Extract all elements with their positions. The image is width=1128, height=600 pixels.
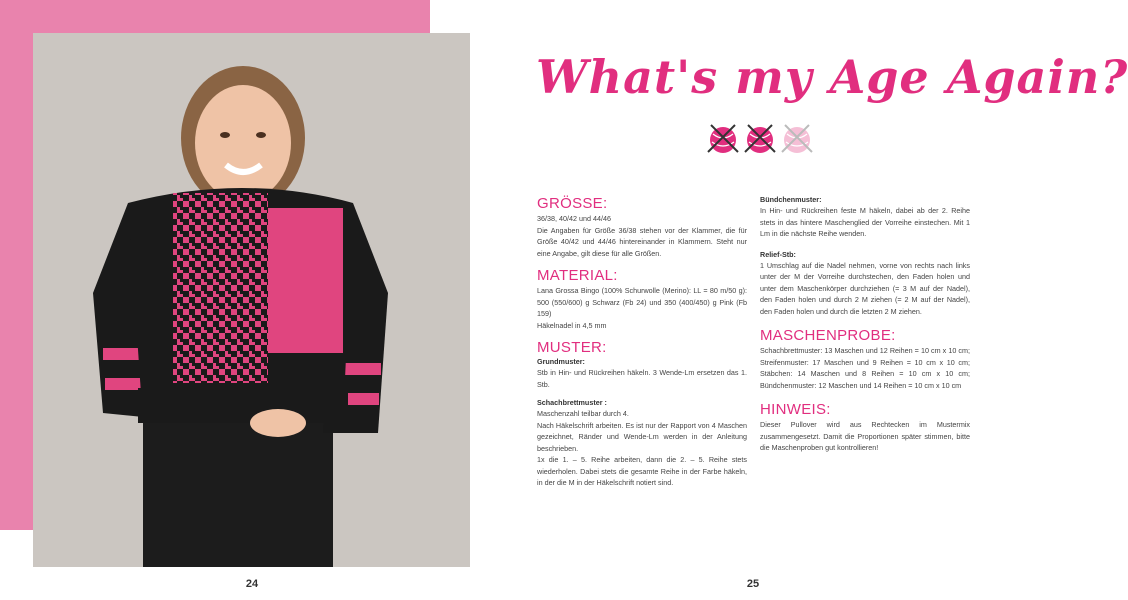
model-photo: [33, 33, 470, 567]
maschenprobe-text: Schachbrettmuster: 13 Maschen und 12 Reihen = 10 cm x 10 cm; Streifenmuster: 17 Maschen und 9 Reihen = 10 cm x 10 cm; Stäbchen: 14 Maschen und 8 Reihen = 10 cm x 10 cm; Bündchenmuster: 12 Maschen und 14 Reihen = 10 cm x 10 cm: [760, 346, 970, 390]
material-hook: Häkelnadel in 4,5 mm: [537, 320, 607, 330]
groesse-sizes: 36/38, 40/42 und 44/46: [537, 214, 611, 223]
hinweis-text: Dieser Pullover wird aus Rechtecken im Mustermix zusammengesetzt. Damit die Proportionen später stimmen, bitte die Maschenproben gut kontrollieren!: [760, 420, 970, 452]
section-heading-maschenprobe: MASCHENPROBE:: [760, 327, 896, 344]
schachbrettmuster-line: 1x die 1. – 5. Reihe arbeiten, dann die 2. – 5. Reihe stets wiederholen. Dabei stets die gesamte Reihe in der Farbe häkeln, in der die M in der Häkelschrift notiert sind.: [537, 455, 747, 487]
section-heading-groesse: GRÖSSE:: [537, 195, 608, 212]
material-yarn: Lana Grossa Bingo (100% Schurwolle (Merino): LL = 80 m/50 g): 500 (550/600) g Schwarz (Fb 24) und 350 (400/450) g Pink (Fb 159): [537, 286, 747, 318]
page-title: What's my Age Again?: [536, 50, 1128, 104]
schachbrettmuster-line: Maschenzahl teilbar durch 4.: [537, 409, 629, 418]
relief-stb-text: 1 Umschlag auf die Nadel nehmen, vorne von rechts nach links unter der M der Vorreihe durchstechen, den Faden holen und unter dem Maschenkörper durchziehen (= 3 M auf der Nadel), den Faden holen und durch 2 M ziehen (= 2 M auf der Nadel), den Faden holen und durch die letzten 2 M ziehen.: [760, 260, 970, 316]
schachbrettmuster-title: Schachbrettmuster :: [537, 398, 607, 407]
section-heading-material: MATERIAL:: [537, 267, 618, 284]
schachbrettmuster-line: Nach Häkelschrift arbeiten. Es ist nur der Rapport von 4 Maschen gezeichnet, Ränder und Wende-Lm werden in der Anleitung beschrieben.: [537, 420, 747, 453]
groesse-note: Die Angaben für Größe 36/38 stehen vor der Klammer, die für Größe 40/42 und 44/46 hintereinander in Klammern. Steht nur eine Angabe, gilt diese für alle Größen.: [537, 225, 747, 258]
grundmuster-title: Grundmuster:: [537, 357, 585, 366]
grundmuster-text: Stb in Hin- und Rückreihen häkeln. 3 Wende-Lm ersetzen das 1. Stb.: [537, 368, 747, 389]
section-heading-hinweis: HINWEIS:: [760, 401, 831, 418]
buendchenmuster-title: Bündchenmuster:: [760, 195, 822, 204]
yarn-ball-icon: [782, 125, 812, 153]
right-text-column: [760, 195, 970, 454]
section-heading-muster: MUSTER:: [537, 339, 607, 356]
page-number-left: 24: [245, 578, 259, 590]
yarn-ball-icon: [708, 125, 738, 153]
left-text-column: [537, 195, 747, 489]
page-number-right: 25: [746, 578, 760, 590]
difficulty-rating: [705, 122, 815, 156]
relief-stb-title: Relief-Stb:: [760, 249, 796, 259]
yarn-ball-icon: [745, 125, 775, 153]
buendchenmuster-text: In Hin- und Rückreihen feste M häkeln, dabei ab der 2. Reihe stets in das hintere Maschenglied der Vorreihe einstechen. Mit 1 Lm in die nächste Reihe wenden.: [760, 206, 970, 238]
